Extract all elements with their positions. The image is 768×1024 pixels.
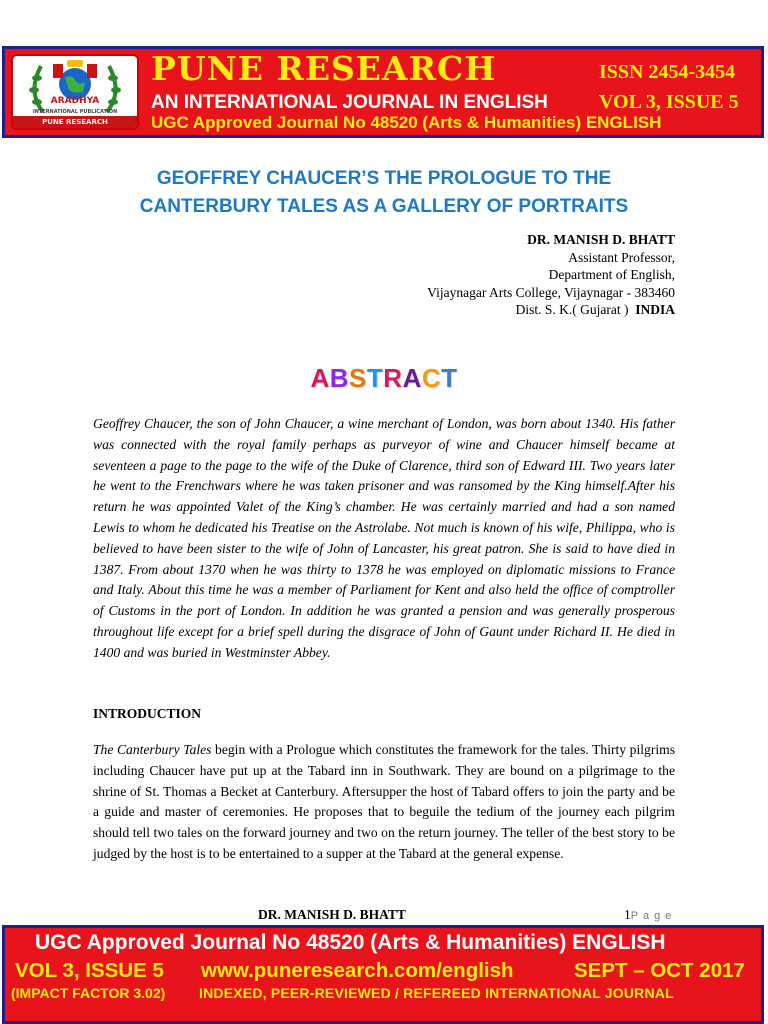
article-title-line-2: CANTERBURY TALES AS A GALLERY OF PORTRAITS	[139, 196, 629, 217]
page-number	[624, 907, 672, 923]
page-number-value: 1	[624, 907, 631, 922]
author-name: DR. MANISH D. BHATT	[527, 232, 675, 247]
abstract-text: Geoffrey Chaucer, the son of John Chaucer, a wine merchant of London, was born about 1340. His father was connected with the royal family perhaps as purveyor of wine and Chaucer himself became at seventeen a page to the page to the wife of the Duke of Clarence, third son of Edward III. Two years later he went to the Frenchwars where he was taken prisoner and was ransomed by the King himself.After his return he was appointed Valet of the King’s chamber. He was certainly married and had a son named Lewis to whom he dedicated his Treatise on the Astrolabe. Not much is known of his wife, Philippa, who is believed to have been sister to the wife of John of Lancaster, his great patron. She is said to have died in 1387. From about 1370 when he was thirty to 1378 he was employed on diplomatic missions to France and Italy. About this time he was a member of Parliament for Kent and also held the office of comptroller of Customs in the port of London. In addition he was granted a pension and was generally prosperous throughout life except for a brief spell during the disgrace of John of Gaunt under Richard II. He died in 1400 and was buried in Westminster Abbey.	[93, 416, 675, 660]
introduction-text	[93, 740, 675, 865]
journal-subtitle: AN INTERNATIONAL JOURNAL IN ENGLISH	[151, 92, 548, 113]
logo-band: PUNE RESEARCH	[13, 116, 137, 128]
author-country: INDIA	[635, 302, 675, 317]
abstract-heading-letter: B	[329, 363, 350, 393]
abstract-heading-letter: C	[421, 363, 442, 393]
author-district	[427, 301, 675, 319]
author-department: Department of English,	[548, 267, 675, 282]
ugc-approval: UGC Approved Journal No 48520 (Arts & Humanities) ENGLISH	[151, 113, 662, 132]
abstract-heading-letter: T	[441, 363, 458, 393]
logo-subtitle: INTERNATIONAL PUBLICATION	[32, 109, 118, 115]
journal-name: PUNE RESEARCH	[151, 49, 497, 88]
footer-indexed: INDEXED, PEER-REVIEWED / REFEREED INTERNATIONAL JOURNAL	[199, 985, 674, 1001]
article-title-line-1: GEOFFREY CHAUCER’S THE PROLOGUE TO THE	[156, 168, 612, 189]
abstract-heading	[0, 363, 768, 394]
footer-volume: VOL 3, ISSUE 5	[15, 959, 164, 982]
abstract-heading-letter: S	[349, 363, 367, 393]
abstract-heading-letter: A	[310, 363, 330, 393]
abstract-heading-letter: R	[383, 363, 403, 393]
abstract-heading-letter: A	[402, 363, 422, 393]
author-block	[427, 231, 675, 319]
journal-header-banner	[2, 46, 764, 138]
article-title	[0, 165, 768, 221]
introduction-body: begin with a Prologue which constitutes the framework for the tales. Thirty pilgrims including Chaucer have put up at the Tabard inn in Southwark. They are bound on a pilgrimage to the shrine of St. Thomas a Becket at Canterbury. Aftersupper the host of Tabard offers to join the party and be a guide and master of ceremonies. He proposes that to beguile the tedium of the journey each pilgrim should tell two tales on the forward journey and two on the return journey. The teller of the best story to be judged by the host is to be entertained to a supper at the Tabard at the general expense.	[93, 742, 675, 861]
author-district-text: Dist. S. K.( Gujarat )	[515, 302, 629, 317]
author-position: Assistant Professor,	[568, 249, 675, 265]
introduction-heading: INTRODUCTION	[93, 706, 202, 721]
footer-website: www.puneresearch.com/english	[201, 959, 514, 982]
volume-issue: VOL 3, ISSUE 5	[599, 91, 739, 113]
author-college: Vijaynagar Arts College, Vijaynagar - 383460	[427, 284, 675, 300]
footer-impact-factor: (IMPACT FACTOR 3.02)	[11, 985, 166, 1001]
introduction-book-title: The Canterbury Tales	[93, 742, 212, 757]
page-label: P a g e	[630, 910, 673, 922]
abstract-heading-letter: T	[366, 363, 384, 393]
journal-footer-banner	[2, 925, 764, 1024]
publisher-logo	[11, 54, 139, 130]
footer-approval: UGC Approved Journal No 48520 (Arts & Humanities) ENGLISH	[35, 931, 666, 954]
footer-date: SEPT – OCT 2017	[574, 959, 745, 982]
issn: ISSN 2454-3454	[599, 61, 736, 83]
footer-author: DR. MANISH D. BHATT	[258, 907, 406, 922]
logo-name: ARADHYA	[50, 96, 100, 106]
